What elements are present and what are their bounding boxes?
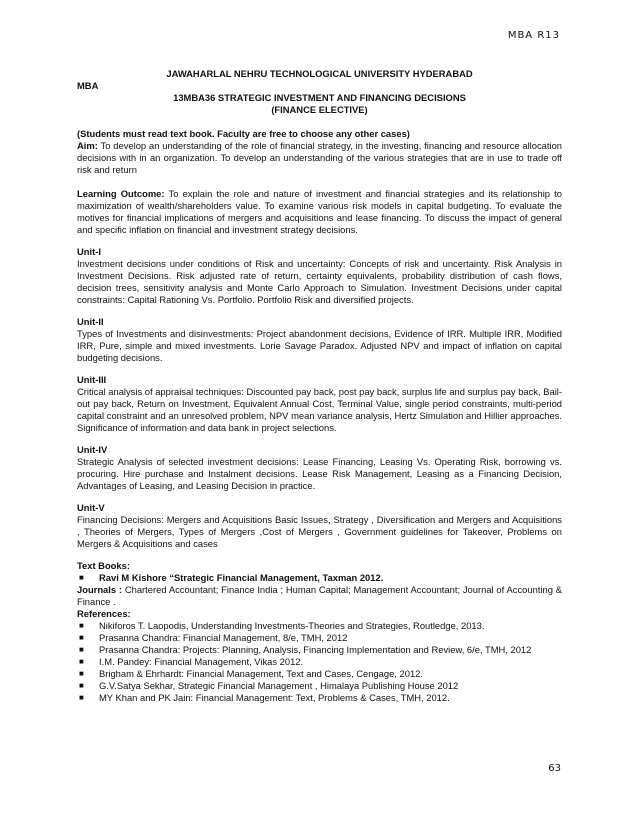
unit-3-title: Unit-III <box>77 374 107 385</box>
aim-text: To develop an understanding of the role of financial strategy, in the investing, financing and resource allocation decisions with in an organization. To develop an understanding of the various strategies that are in use to trade off risk and return <box>77 140 562 175</box>
list-item <box>77 620 562 632</box>
references-heading: References: <box>77 608 131 619</box>
page-number: 63 <box>548 763 561 774</box>
outcome-label: Learning Outcome: <box>77 188 165 199</box>
university-title: JAWAHARLAL NEHRU TECHNOLOGICAL UNIVERSITY HYDERABAD <box>166 68 473 79</box>
textbooks-heading: Text Books: <box>77 560 130 571</box>
journals-paragraph <box>77 584 562 608</box>
reference-entry: Prasanna Chandra: Financial Management, 8/e, TMH, 2012 <box>99 632 348 643</box>
unit-2-text: Types of Investments and disinvestments: Project abandonment decisions, Evidence of IRR. Multiple IRR, Modified IRR, Pure, simple and mixed investments. Lorie Savage Paradox. Adjusted NPV and impact of inflation on capital budgeting decisions. <box>77 328 562 363</box>
unit-3-text: Critical analysis of appraisal techniques: Discounted pay back, post pay back, surplus life and surplus pay back, Bail-out pay back, Return on Investment, Equivalent Annual Cost, Terminal Value, single period constraints, multi-period capital constraint and an unresolved problem, NPV mean variance analysis, Hertz Simulation and Hillier approaches. Significance of information and data bank in project selections. <box>77 386 562 433</box>
outcome-text: To explain the role and nature of investment and financial strategies and its relationship to maximization of wealth/shareholders value. To examine various risk models in capital budgeting. To evaluate the motives for financial implications of mergers and acquisitions and lease financing. To discuss the impact of general and specific inflation on financial and investment strategy decisions. <box>77 188 562 235</box>
square-bullet-icon: ■ <box>79 573 84 582</box>
square-bullet-icon: ■ <box>79 693 84 702</box>
reference-entry: I.M. Pandey: Financial Management, Vikas 2012. <box>99 656 304 667</box>
reference-entry: MY Khan and PK Jain: Financial Management: Text, Problems & Cases, TMH, 2012. <box>99 692 450 703</box>
list-item <box>77 632 562 644</box>
journals-label: Journals : <box>77 584 123 595</box>
syllabus-content <box>77 68 562 704</box>
list-item <box>77 668 562 680</box>
list-item <box>77 656 562 668</box>
aim-label: Aim: <box>77 140 98 151</box>
references-list <box>77 620 562 704</box>
square-bullet-icon: ■ <box>79 657 84 666</box>
square-bullet-icon: ■ <box>79 669 84 678</box>
reference-entry: Prasanna Chandra: Projects: Planning, Analysis, Financing Implementation and Review, 6/e, TMH, 2012 <box>99 644 532 655</box>
square-bullet-icon: ■ <box>79 681 84 690</box>
list-item <box>77 692 562 704</box>
course-title: 13MBA36 STRATEGIC INVESTMENT AND FINANCING DECISIONS <box>173 92 466 103</box>
unit-5-text: Financing Decisions: Mergers and Acquisitions Basic Issues, Strategy , Diversification and Mergers and Acquisitions , Theories of Mergers, Types of Mergers ,Cost of Mergers , Government guidelines for Takeover, Problems on Mergers & Acquisitions and cases <box>77 514 562 549</box>
aim-paragraph <box>77 140 562 176</box>
unit-5-title: Unit-V <box>77 502 105 513</box>
journals-text: Chartered Accountant; Finance India ; Human Capital; Management Accountant; Journal of Accounting & Finance . <box>77 584 562 607</box>
unit-1-text: Investment decisions under conditions of Risk and uncertainty: Concepts of risk and uncertainty. Risk Analysis in Investment Decisions. Risk adjusted rate of return, certainty equivalents, probability distribution of cash flows, decision trees, sensitivity analysis and Monte Carlo Approach to Simulation. Investment Decisions under capital constraints: Capital Rationing Vs. Portfolio. Portfolio Risk and diversified projects. <box>77 258 562 305</box>
textbook-entry: Ravi M Kishore “Strategic Financial Management, Taxman 2012. <box>99 572 384 583</box>
textbook-list <box>77 572 562 584</box>
regulation-code: MBA R13 <box>507 30 560 41</box>
list-item <box>77 572 562 584</box>
square-bullet-icon: ■ <box>79 621 84 630</box>
outcome-paragraph <box>77 188 562 236</box>
unit-2-title: Unit-II <box>77 316 104 327</box>
square-bullet-icon: ■ <box>79 645 84 654</box>
list-item <box>77 644 562 656</box>
program-label: MBA <box>77 80 99 91</box>
reference-entry: G.V.Satya Sekhar, Strategic Financial Management , Himalaya Publishing House 2012 <box>99 680 459 691</box>
reference-entry: Nikiforos T. Laopodis, Understanding Investments-Theories and Strategies, Routledge, 2013. <box>99 620 485 631</box>
reference-entry: Brigham & Ehrhardt: Financial Management, Text and Cases, Cengage, 2012. <box>99 668 423 679</box>
unit-1-title: Unit-I <box>77 246 101 257</box>
unit-4-text: Strategic Analysis of selected investment decisions: Lease Financing, Leasing Vs. Operating Risk, borrowing vs. procuring. Hire purchase and Instalment decisions. Lease Risk Management, Leasing as a Financing Decision, Advantages of Leasing, and Leasing Decision in practice. <box>77 456 562 491</box>
list-item <box>77 680 562 692</box>
square-bullet-icon: ■ <box>79 633 84 642</box>
student-note: (Students must read text book. Faculty are free to choose any other cases) <box>77 128 410 139</box>
unit-4-title: Unit-IV <box>77 444 108 455</box>
elective-label: (FINANCE ELECTIVE) <box>271 104 368 115</box>
